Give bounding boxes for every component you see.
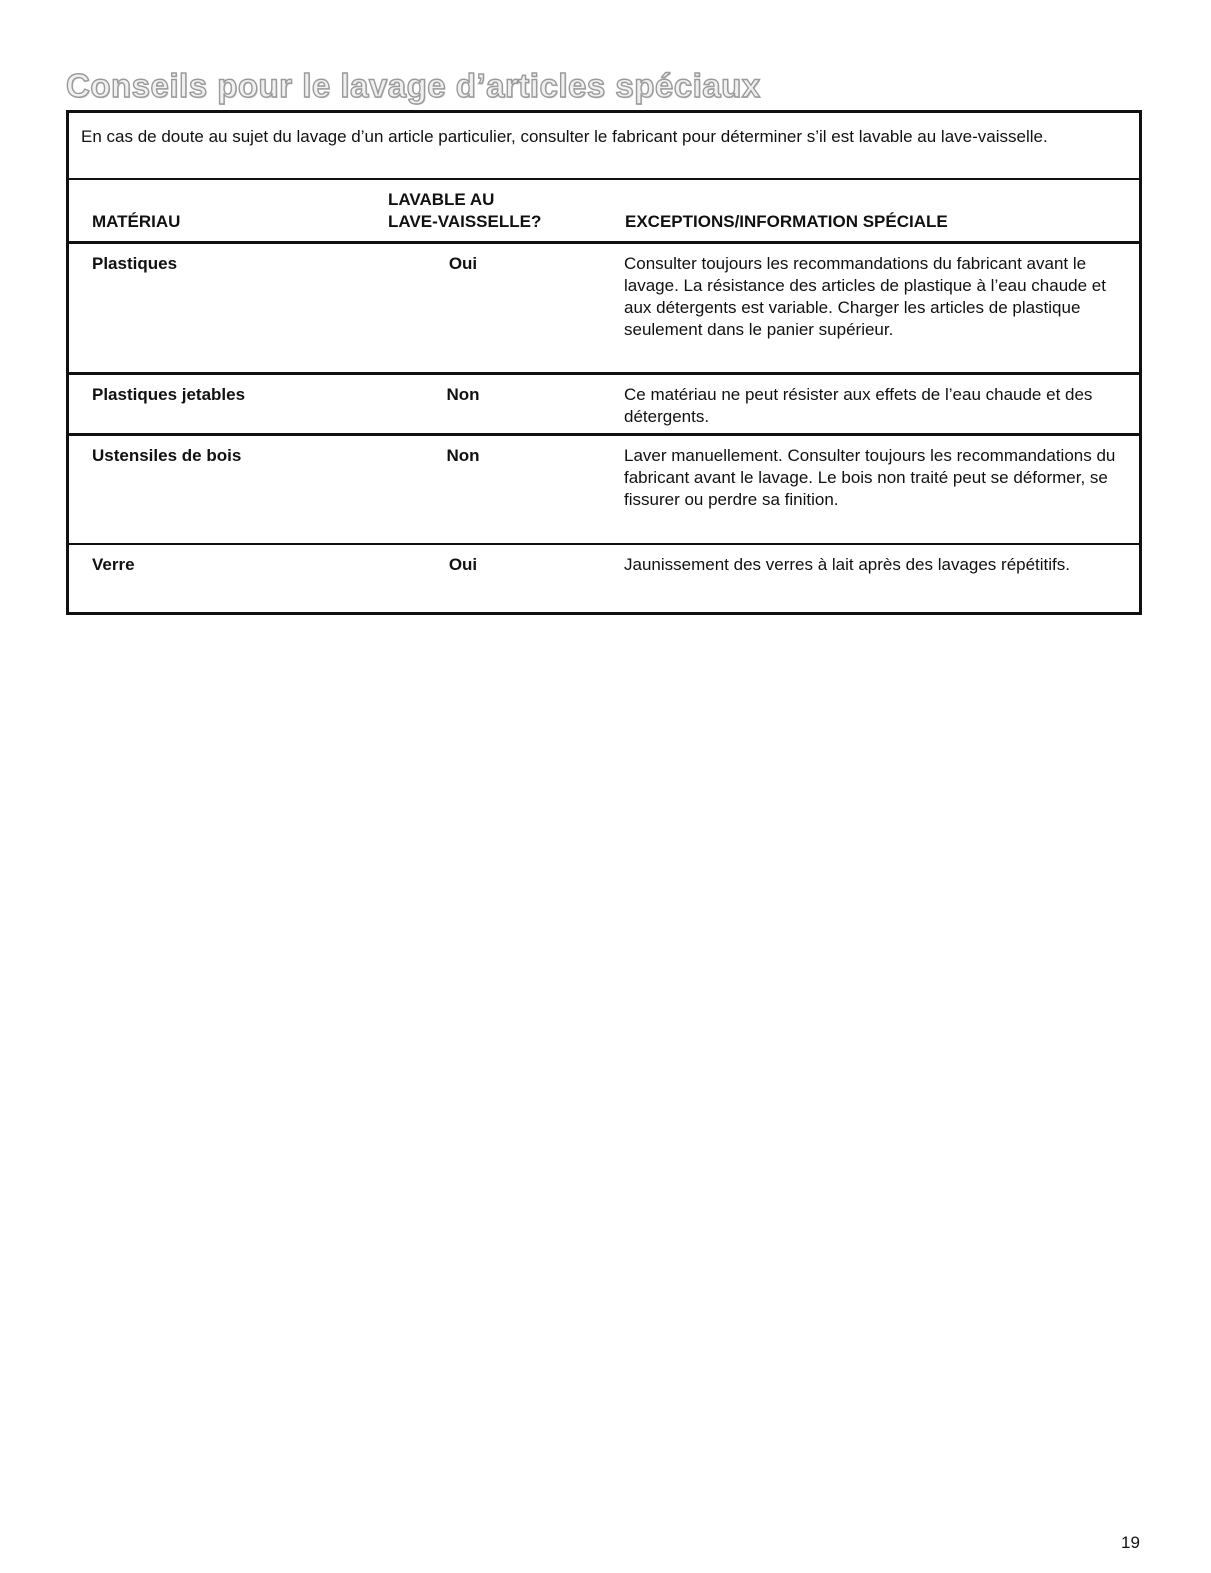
cell-info: Ce matériau ne peut résister aux effets de l’eau chaude et des détergents. (624, 385, 1093, 426)
header-material: MATÉRIAU (92, 212, 181, 231)
cell-dishwasher-safe: Non (446, 385, 480, 404)
page-title: Conseils pour le lavage d’articles spéciaux (66, 67, 761, 104)
cell-material: Ustensiles de bois (92, 446, 242, 465)
cell-info: Laver manuellement. Consulter toujours les recommandations du fabricant avant le lavage. Le bois non traité peut se déformer, se fissurer ou perdre sa finition. (624, 446, 1116, 509)
header-exceptions: EXCEPTIONS/INFORMATION SPÉCIALE (625, 212, 948, 231)
header-dishwasher-safe-line2: LAVE-VAISSELLE? (388, 212, 542, 231)
header-dishwasher-safe-line1: LAVABLE AU (388, 190, 495, 209)
page-number: 19 (1121, 1533, 1140, 1552)
header-dishwasher-safe (388, 189, 541, 233)
cell-dishwasher-safe: Oui (448, 254, 478, 273)
tips-table (66, 110, 1142, 615)
cell-dishwasher-safe: Non (446, 446, 480, 465)
table-row (69, 375, 1139, 433)
table-row (69, 244, 1139, 372)
cell-material: Plastiques (92, 254, 178, 273)
table-header (69, 180, 1139, 241)
cell-info: Jaunissement des verres à lait après des lavages répétitifs. (624, 555, 1071, 574)
cell-dishwasher-safe: Oui (448, 555, 478, 574)
cell-material: Plastiques jetables (92, 385, 246, 404)
cell-material: Verre (92, 555, 135, 574)
intro-text: En cas de doute au sujet du lavage d’un article particulier, consulter le fabricant pour déterminer s’il est lavable au lave-vaisselle. (81, 127, 1048, 146)
cell-info: Consulter toujours les recommandations du fabricant avant le lavage. La résistance des articles de plastique à l’eau chaude et aux détergents est variable. Charger les articles de plastique seulement dans le panier supérieur. (624, 254, 1106, 339)
table-row (69, 436, 1139, 543)
table-row (69, 545, 1139, 612)
